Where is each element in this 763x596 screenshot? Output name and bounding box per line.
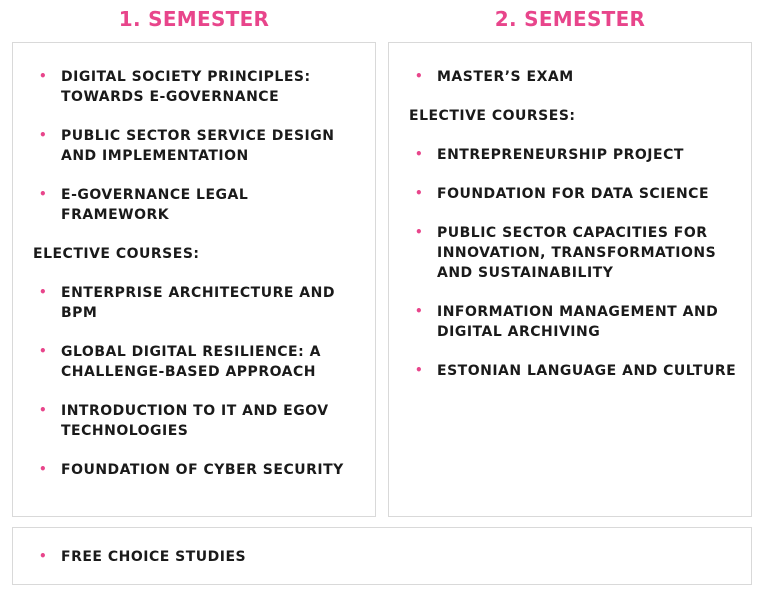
semester-2-panel — [388, 42, 752, 517]
bullet-dot-icon: • — [39, 462, 48, 476]
course-label: FREE CHOICE STUDIES — [61, 549, 247, 565]
course-item — [409, 67, 739, 87]
bullet-dot-icon: • — [39, 403, 48, 417]
bullet-dot-icon: • — [39, 187, 48, 201]
semester-2-elective-list — [409, 145, 739, 381]
course-label: PUBLIC SECTOR SERVICE DESIGN AND IMPLEMENTATION — [61, 128, 335, 164]
semester-1-panel — [12, 42, 376, 517]
semester-1-core-list — [33, 67, 359, 225]
course-item — [33, 460, 359, 480]
bullet-dot-icon: • — [39, 285, 48, 299]
course-label: ESTONIAN LANGUAGE AND CULTURE — [437, 363, 737, 379]
course-item — [409, 184, 739, 204]
free-choice-panel — [12, 527, 752, 585]
course-item — [409, 223, 739, 283]
course-label: INFORMATION MANAGEMENT AND DIGITAL ARCHIVING — [437, 304, 719, 340]
course-label: GLOBAL DIGITAL RESILIENCE: A CHALLENGE-BASED APPROACH — [61, 344, 321, 380]
course-label: INTRODUCTION TO IT AND EGOV TECHNOLOGIES — [61, 403, 329, 439]
course-label: FOUNDATION OF CYBER SECURITY — [61, 462, 344, 478]
free-choice-list — [33, 547, 743, 567]
bullet-dot-icon: • — [39, 69, 48, 83]
course-label: PUBLIC SECTOR CAPACITIES FOR INNOVATION, TRANSFORMATIONS AND SUSTAINABILITY — [437, 225, 717, 281]
semester-1-elective-heading: ELECTIVE COURSES: — [33, 246, 200, 262]
course-item — [33, 67, 359, 107]
bullet-dot-icon: • — [415, 186, 424, 200]
course-label: E-GOVERNANCE LEGAL FRAMEWORK — [61, 187, 249, 223]
course-label: ENTREPRENEURSHIP PROJECT — [437, 147, 684, 163]
semester-2-title: 2. SEMESTER — [494, 7, 646, 31]
course-label: ENTERPRISE ARCHITECTURE AND BPM — [61, 285, 335, 321]
course-label: FOUNDATION FOR DATA SCIENCE — [437, 186, 710, 202]
semester-2-elective-heading: ELECTIVE COURSES: — [409, 108, 576, 124]
bullet-dot-icon: • — [39, 549, 48, 563]
semester-1-title: 1. SEMESTER — [118, 7, 270, 31]
course-item — [33, 185, 359, 225]
course-item — [409, 302, 739, 342]
bullet-dot-icon: • — [415, 304, 424, 318]
course-item — [33, 126, 359, 166]
course-item — [33, 283, 359, 323]
bullet-dot-icon: • — [415, 69, 424, 83]
course-item — [409, 145, 739, 165]
bullet-dot-icon: • — [39, 344, 48, 358]
course-item — [33, 401, 359, 441]
course-label: DIGITAL SOCIETY PRINCIPLES: TOWARDS E-GOVERNANCE — [61, 69, 311, 105]
course-label: MASTER’S EXAM — [437, 69, 574, 85]
course-item — [33, 547, 743, 567]
course-item — [409, 361, 739, 381]
semester-1-elective-list — [33, 283, 359, 480]
course-item — [33, 342, 359, 382]
bullet-dot-icon: • — [415, 147, 424, 161]
bullet-dot-icon: • — [39, 128, 48, 142]
bullet-dot-icon: • — [415, 225, 424, 239]
bullet-dot-icon: • — [415, 363, 424, 377]
semester-2-core-list — [409, 67, 739, 87]
